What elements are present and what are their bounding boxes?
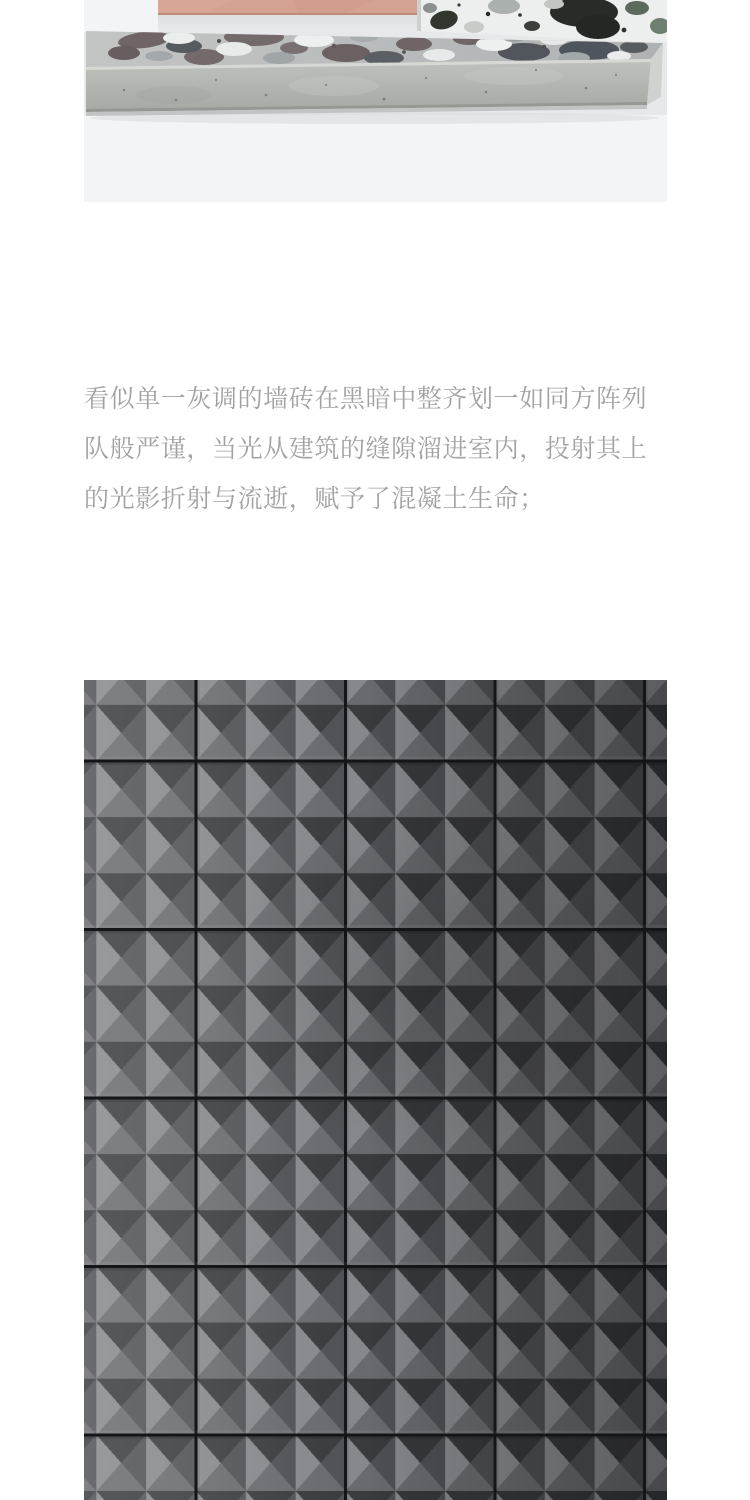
pink-tile <box>158 0 418 15</box>
article-paragraph <box>84 374 684 524</box>
paragraph-line: 看似单一灰调的墙砖在黑暗中整齐划一如同方阵列 <box>84 385 648 413</box>
tile-wall-image <box>84 680 667 1500</box>
paragraph-line: 的光影折射与流逝，赋予了混凝土生命； <box>84 485 545 513</box>
paragraph-line: 队般严谨，当光从建筑的缝隙溜进室内，投射其上 <box>84 435 648 463</box>
slab-front-face <box>86 59 651 112</box>
hero-photo <box>84 0 667 202</box>
